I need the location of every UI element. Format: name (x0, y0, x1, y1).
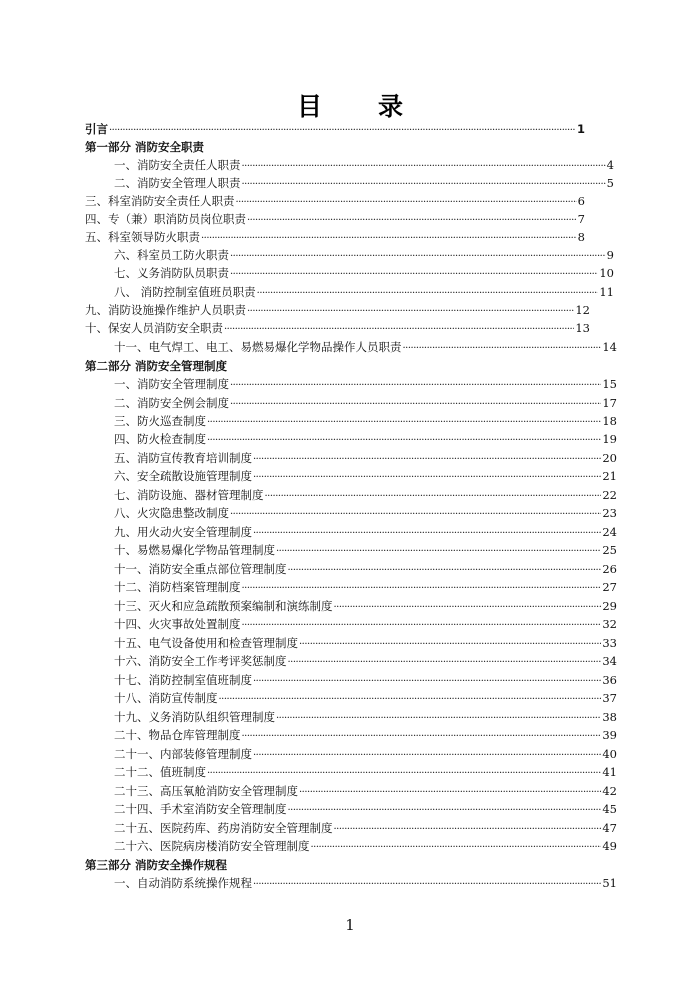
toc-entry-label: 十、保安人员消防安全职责 (85, 321, 223, 335)
toc-entry-label: 引言 (85, 122, 108, 136)
dot-leader (253, 876, 601, 894)
toc-entry-label: 四、专（兼）职消防员岗位职责 (85, 212, 246, 226)
part1-heading: 第一部分 消防安全职责 (85, 140, 205, 154)
toc-entry-page: 25 (602, 543, 617, 557)
toc-entry[interactable] (114, 264, 614, 282)
toc-entry-page: 34 (602, 654, 617, 668)
toc-entry[interactable] (114, 634, 617, 652)
toc-entry-page: 37 (602, 691, 617, 705)
toc-title-char-2: 录 (378, 92, 404, 121)
toc-entry-label: 十二、消防档案管理制度 (114, 580, 241, 594)
toc-entry[interactable] (114, 156, 614, 174)
toc-entry-page: 47 (602, 821, 617, 835)
toc-entry-label: 二十一、内部装修管理制度 (114, 747, 252, 761)
toc-entry-page: 21 (602, 469, 617, 483)
toc-entry-label: 七、消防设施、器材管理制度 (114, 488, 264, 502)
part2-heading: 第二部分 消防安全管理制度 (85, 359, 228, 373)
dot-leader (242, 728, 602, 746)
toc-entry-label: 十一、电气焊工、电工、易燃易爆化学物品操作人员职责 (114, 340, 402, 354)
toc-entry[interactable] (114, 504, 617, 522)
toc-entry-label: 一、消防安全管理制度 (114, 377, 229, 391)
toc-entry[interactable] (114, 449, 617, 467)
dot-leader (230, 266, 598, 284)
toc-entry-label: 六、科室员工防火职责 (114, 248, 229, 262)
toc-entry-label: 十四、火灾事故处置制度 (114, 617, 241, 631)
toc-entry[interactable] (114, 837, 617, 855)
toc-entry-label: 二十二、值班制度 (114, 765, 206, 779)
toc-entry[interactable] (85, 301, 590, 319)
toc-entry-page: 18 (602, 414, 617, 428)
toc-entry-label: 三、防火巡查制度 (114, 414, 206, 428)
toc-entry-label: 二十三、高压氧舱消防安全管理制度 (114, 784, 298, 798)
part3-heading: 第三部分 消防安全操作规程 (85, 858, 228, 872)
toc-entry[interactable] (114, 819, 617, 837)
toc-entry[interactable] (114, 283, 614, 301)
toc-entry-label: 十七、消防控制室值班制度 (114, 673, 252, 687)
toc-entry-page: 10 (599, 266, 614, 280)
dot-leader (288, 802, 602, 820)
toc-entry-label: 九、用火动火安全管理制度 (114, 525, 252, 539)
toc-entry-label: 十、易燃易爆化学物品管理制度 (114, 543, 275, 557)
toc-entry-page: 4 (606, 158, 614, 172)
toc-entry[interactable] (114, 689, 617, 707)
toc-entry-page: 49 (602, 839, 617, 853)
toc-entry-page: 13 (575, 321, 590, 335)
toc-entry-label: 六、安全疏散设施管理制度 (114, 469, 252, 483)
toc-entry[interactable] (114, 726, 617, 744)
toc-entry-page: 36 (602, 673, 617, 687)
toc-entry-label: 九、消防设施操作维护人员职责 (85, 303, 246, 317)
toc-entry[interactable] (114, 782, 617, 800)
toc-entry-page: 33 (602, 636, 617, 650)
toc-entry-label: 二十五、医院药库、药房消防安全管理制度 (114, 821, 333, 835)
toc-entry-label: 二、消防安全管理人职责 (114, 176, 241, 190)
toc-entry[interactable] (114, 394, 617, 412)
toc-entry-page: 27 (602, 580, 617, 594)
toc-entry-page: 20 (602, 451, 617, 465)
toc-entry-intro[interactable] (85, 120, 585, 138)
toc-entry-page: 45 (602, 802, 617, 816)
toc-entry[interactable] (85, 210, 585, 228)
toc-entry-label: 十一、消防安全重点部位管理制度 (114, 562, 287, 576)
dot-leader (207, 765, 601, 783)
toc-entry-page: 23 (602, 506, 617, 520)
toc-entry[interactable] (114, 246, 614, 264)
toc-entry-label: 八、 消防控制室值班员职责 (114, 285, 256, 299)
dot-leader (219, 691, 602, 709)
toc-entry[interactable] (114, 615, 617, 633)
toc-entry[interactable] (114, 560, 617, 578)
toc-entry-page: 26 (602, 562, 617, 576)
toc-entry-label: 四、防火检查制度 (114, 432, 206, 446)
toc-entry-label: 十八、消防宣传制度 (114, 691, 218, 705)
toc-entry-page: 40 (602, 747, 617, 761)
toc-entry[interactable] (85, 192, 585, 210)
toc-entry[interactable] (114, 467, 617, 485)
toc-entry[interactable] (114, 412, 617, 430)
toc-entry[interactable] (114, 597, 617, 615)
toc-entry-label: 十九、义务消防队组织管理制度 (114, 710, 275, 724)
toc-title (0, 88, 700, 122)
toc-entry[interactable] (114, 375, 617, 393)
toc-entry-label: 五、消防宣传教育培训制度 (114, 451, 252, 465)
toc-entry-label: 十三、灭火和应急疏散预案编制和演练制度 (114, 599, 333, 613)
toc-entry-page: 6 (577, 194, 585, 208)
toc-entry-label: 五、科室领导防火职责 (85, 230, 200, 244)
toc-entry-page: 32 (602, 617, 617, 631)
toc-entry[interactable] (114, 486, 617, 504)
toc-entry-label: 一、自动消防系统操作规程 (114, 876, 252, 890)
toc-entry-page: 19 (602, 432, 617, 446)
toc-entry[interactable] (114, 578, 617, 596)
toc-entry-page: 5 (606, 176, 614, 190)
toc-entry[interactable] (114, 708, 617, 726)
dot-leader (230, 506, 601, 524)
toc-entry-page: 11 (599, 285, 614, 299)
toc-entry[interactable] (114, 745, 617, 763)
dot-leader (230, 377, 601, 395)
toc-entry-label: 二、消防安全例会制度 (114, 396, 229, 410)
dot-leader (242, 580, 602, 598)
toc-entry-page: 38 (602, 710, 617, 724)
toc-entry[interactable] (114, 523, 617, 541)
toc-entry-page: 14 (602, 340, 617, 354)
toc-entry-page: 22 (602, 488, 617, 502)
dot-leader (288, 654, 602, 672)
toc-title-char-1: 目 (296, 92, 322, 121)
toc-entry[interactable] (114, 874, 617, 892)
toc-entry[interactable] (114, 652, 617, 670)
toc-entry[interactable] (114, 174, 614, 192)
toc-entry-page: 17 (602, 396, 617, 410)
toc-entry-page: 12 (575, 303, 590, 317)
toc-entry-page: 9 (606, 248, 614, 262)
toc-entry[interactable] (114, 800, 617, 818)
dot-leader (311, 839, 602, 857)
toc-entry[interactable] (114, 763, 617, 781)
toc-entry-label: 一、消防安全责任人职责 (114, 158, 241, 172)
toc-entry[interactable] (114, 671, 617, 689)
toc-entry-label: 十五、电气设备使用和检查管理制度 (114, 636, 298, 650)
toc-entry-label: 七、义务消防队员职责 (114, 266, 229, 280)
toc-entry[interactable] (85, 228, 585, 246)
page-number: 1 (345, 916, 355, 934)
toc-entry-label: 二十六、医院病房楼消防安全管理制度 (114, 839, 310, 853)
toc-entry-page: 1 (576, 122, 585, 136)
toc-entry-page: 24 (602, 525, 617, 539)
toc-entry[interactable] (114, 430, 617, 448)
toc-entry-page: 51 (602, 876, 617, 890)
toc-entry[interactable] (114, 541, 617, 559)
toc-entry-label: 十六、消防安全工作考评奖惩制度 (114, 654, 287, 668)
toc-entry[interactable] (85, 319, 590, 337)
toc-entry-page: 41 (602, 765, 617, 779)
dot-leader (224, 321, 574, 339)
toc-entry-page: 7 (577, 212, 585, 226)
toc-entry[interactable] (114, 338, 617, 356)
toc-entry-page: 8 (577, 230, 585, 244)
toc-entry-label: 八、火灾隐患整改制度 (114, 506, 229, 520)
dot-leader (242, 617, 602, 635)
toc-entry-page: 29 (602, 599, 617, 613)
toc-entry-label: 三、科室消防安全责任人职责 (85, 194, 235, 208)
dot-leader (207, 432, 601, 450)
toc-entry-page: 39 (602, 728, 617, 742)
dot-leader (403, 340, 602, 358)
toc-entry-label: 二十、物品仓库管理制度 (114, 728, 241, 742)
dot-leader (276, 543, 601, 561)
toc-entry-page: 15 (602, 377, 617, 391)
toc-entry-page: 42 (602, 784, 617, 798)
toc-entry-label: 二十四、手术室消防安全管理制度 (114, 802, 287, 816)
dot-leader (253, 469, 601, 487)
